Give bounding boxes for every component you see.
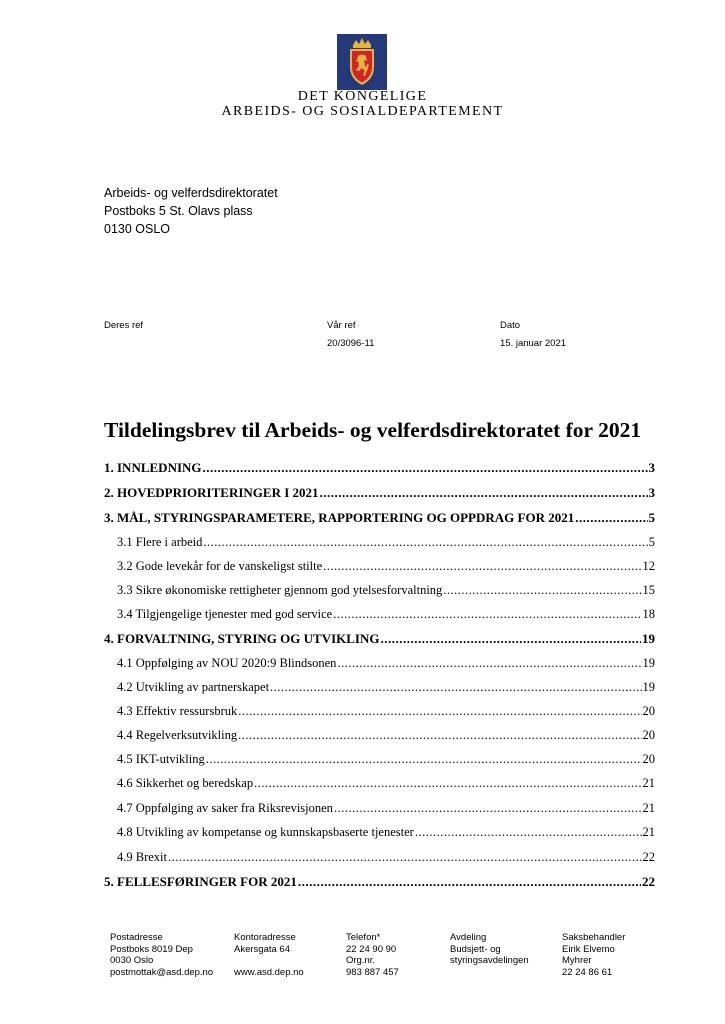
toc-entry-label: 3.3 Sikre økonomiske rettigheter gjennom god ytelsesforvaltning <box>117 583 443 597</box>
footer-email-link[interactable]: postmottak@asd.dep.no <box>110 966 214 978</box>
toc-entry[interactable] <box>104 510 655 526</box>
toc-leader <box>337 656 641 671</box>
toc-entry[interactable] <box>104 485 655 501</box>
toc-leader <box>381 631 642 647</box>
footer-avdeling <box>450 932 529 967</box>
toc-entry-page: 19 <box>642 631 655 646</box>
footer-value: Postboks 8019 Dep <box>110 943 193 955</box>
toc-entry-page: 20 <box>642 704 655 718</box>
toc-entry-label: 4.3 Effektiv ressursbruk <box>117 704 238 718</box>
dato-label: Dato <box>500 320 521 331</box>
footer-label: Kontoradresse <box>234 932 296 943</box>
toc-entry[interactable] <box>117 776 655 791</box>
toc-entry-label: 3.4 Tilgjengelige tjenester med god service <box>117 607 333 621</box>
footer-kontoradresse <box>234 932 304 978</box>
toc-entry[interactable] <box>117 535 655 550</box>
toc-entry-page: 20 <box>642 728 655 742</box>
toc-entry[interactable] <box>117 850 655 865</box>
toc-leader <box>443 583 641 598</box>
dato-value: 15. januar 2021 <box>500 338 567 349</box>
toc-leader <box>203 535 647 550</box>
toc-entry[interactable] <box>104 631 655 647</box>
letterhead-line-2: ARBEIDS- OG SOSIALDEPARTEMENT <box>221 104 504 119</box>
document-title: Tildelingsbrev til Arbeids- og velferdsdirektoratet for 2021 <box>104 418 642 442</box>
toc-entry-label: 1. INNLEDNING <box>104 460 202 475</box>
footer-value: 983 887 457 <box>346 966 399 978</box>
toc-entry-label: 4.7 Oppfølging av saker fra Riksrevisjonen <box>117 801 333 815</box>
toc-entry-page: 22 <box>642 850 655 864</box>
toc-entry[interactable] <box>117 680 655 695</box>
toc-entry[interactable] <box>117 559 655 574</box>
recipient-city: 0130 OSLO <box>104 222 171 236</box>
toc-entry-page: 19 <box>642 680 655 694</box>
footer-value: Eirik Elvemo <box>562 943 615 955</box>
toc-entry-page: 3 <box>648 460 655 475</box>
letterhead-line-1: DET KONGELIGE <box>297 89 428 104</box>
footer-value: Akersgata 64 <box>234 943 290 955</box>
footer-value: Budsjett- og <box>450 943 501 955</box>
toc-leader <box>203 460 648 476</box>
footer-label: Postadresse <box>110 932 163 943</box>
toc-entry-label: 5. FELLESFØRINGER FOR 2021 <box>104 874 297 889</box>
toc-entry[interactable] <box>117 583 655 598</box>
toc-entry-label: 3.1 Flere i arbeid <box>117 535 203 549</box>
toc-entry-page: 15 <box>642 583 655 597</box>
toc-entry-page: 21 <box>642 801 655 815</box>
toc-entry-label: 4.4 Regelverksutvikling <box>117 728 238 742</box>
toc-entry[interactable] <box>104 874 655 890</box>
footer-value: 22 24 90 90 <box>346 943 397 955</box>
toc-entry[interactable] <box>104 460 655 476</box>
toc-entry[interactable] <box>117 728 655 743</box>
footer-telefon <box>346 932 399 978</box>
toc-entry-label: 4.9 Brexit <box>117 850 167 864</box>
footer-label: Telefon* <box>346 932 381 943</box>
toc-leader <box>238 704 641 719</box>
footer-label: Avdeling <box>450 932 487 943</box>
footer-value: 0030 Oslo <box>110 955 154 966</box>
deres-ref-label: Deres ref <box>104 320 144 331</box>
toc-entry-page: 20 <box>642 752 655 766</box>
toc-entry-page: 3 <box>648 485 655 500</box>
footer-website-link[interactable]: www.asd.dep.no <box>234 966 304 978</box>
toc-leader <box>323 559 641 574</box>
toc-entry[interactable] <box>117 801 655 816</box>
toc-entry-page: 19 <box>642 656 655 670</box>
toc-entry-label: 2. HOVEDPRIORITERINGER I 2021 <box>104 485 319 500</box>
footer-label: Saksbehandler <box>562 932 626 943</box>
toc-entry-label: 4.2 Utvikling av partnerskapet <box>117 680 270 694</box>
toc-leader <box>168 850 642 865</box>
toc-entry-label: 3. MÅL, STYRINGSPARAMETERE, RAPPORTERING OG OPPDRAG FOR 2021 <box>104 510 575 525</box>
footer-value: styringsavdelingen <box>450 955 529 966</box>
toc-entry-page: 5 <box>648 510 655 525</box>
footer-saksbehandler <box>562 932 625 978</box>
toc-entry-page: 18 <box>642 607 655 621</box>
toc-entry-label: 4.5 IKT-utvikling <box>117 752 205 766</box>
toc-entry-page: 21 <box>642 825 655 839</box>
footer-value <box>234 955 304 967</box>
toc-entry-label: 4.6 Sikkerhet og beredskap <box>117 776 254 790</box>
footer-postadresse <box>110 932 213 978</box>
toc-leader <box>334 801 642 816</box>
toc-entry-page: 5 <box>648 535 655 549</box>
toc-leader <box>238 728 641 743</box>
toc-entry[interactable] <box>117 656 655 671</box>
toc-leader <box>298 874 641 890</box>
toc-entry-page: 22 <box>642 874 655 889</box>
toc-leader <box>575 510 647 526</box>
toc-entry[interactable] <box>117 752 655 767</box>
toc-entry-label: 4.1 Oppfølging av NOU 2020:9 Blindsonen <box>117 656 337 670</box>
toc-entry-label: 3.2 Gode levekår for de vanskeligst stilte <box>117 559 323 573</box>
recipient-street: Postboks 5 St. Olavs plass <box>104 204 253 218</box>
toc-entry-label: 4.8 Utvikling av kompetanse og kunnskapsbaserte tjenester <box>117 825 414 839</box>
toc-entry[interactable] <box>117 704 655 719</box>
var-ref-value: 20/3096-11 <box>327 338 375 349</box>
recipient-name: Arbeids- og velferdsdirektoratet <box>104 186 278 200</box>
footer-label: Org.nr. <box>346 955 376 966</box>
footer-value: 22 24 86 61 <box>562 966 613 978</box>
var-ref-label: Vår ref <box>327 320 356 331</box>
footer-value: Myhrer <box>562 955 592 966</box>
toc-leader <box>320 485 648 501</box>
toc-entry-label: 4. FORVALTNING, STYRING OG UTVIKLING <box>104 631 380 646</box>
toc-leader <box>333 607 641 622</box>
toc-leader <box>206 752 642 767</box>
toc-entry-page: 12 <box>642 559 655 573</box>
toc-entry[interactable] <box>117 825 655 840</box>
toc-entry-page: 21 <box>642 776 655 790</box>
norwegian-coat-of-arms-icon <box>337 34 387 90</box>
toc-leader <box>254 776 641 791</box>
toc-leader <box>415 825 642 840</box>
toc-entry[interactable] <box>117 607 655 622</box>
toc-leader <box>270 680 641 695</box>
